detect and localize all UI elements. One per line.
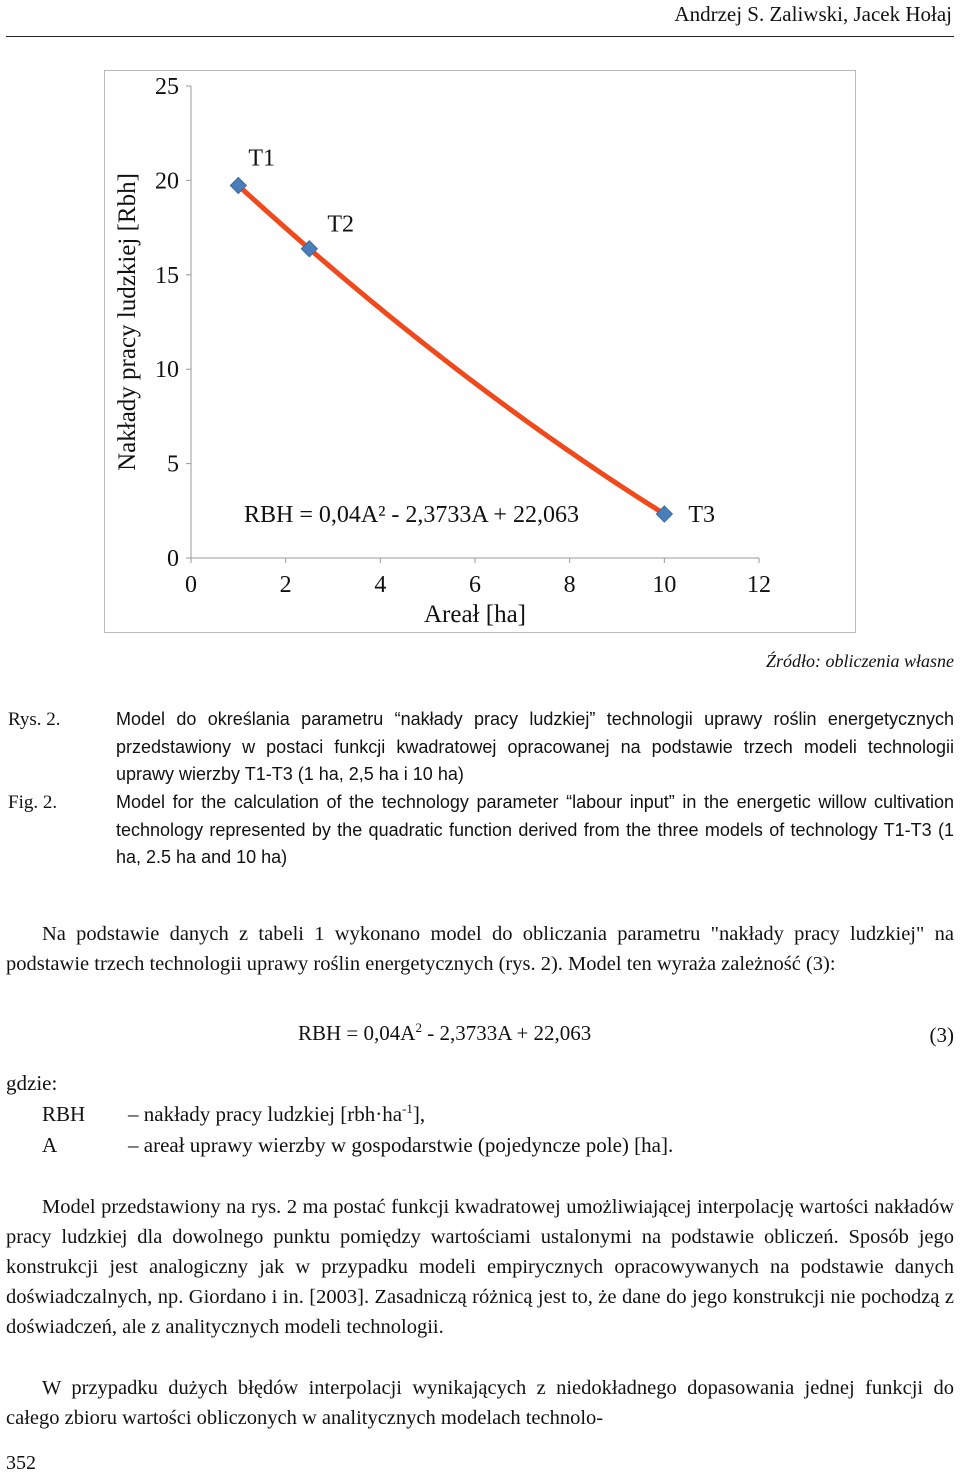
x-axis-title: Areał [ha]: [423, 601, 527, 628]
formula-pre: RBH = 0,04A: [298, 1021, 416, 1045]
x-tick-label: 4: [374, 572, 387, 598]
x-tick-label: 6: [469, 572, 481, 598]
x-tick-label: 8: [563, 572, 576, 598]
equation-3: [298, 1021, 591, 1046]
where-label: gdzie:: [6, 1071, 58, 1095]
y-tick-label: 15: [155, 262, 179, 289]
point-label-t1: T1: [248, 145, 276, 172]
def1-exponent: -1: [402, 1101, 413, 1116]
body-paragraph-3: W przypadku dużych błędów interpolacji wynikających z niedokładnego dopasowania jednej funkcji do całego zbioru wartości obliczonych w analitycznych modelach technolo-: [6, 1377, 954, 1429]
definition-symbol-rbh: RBH: [42, 1102, 86, 1126]
point-label-t3: T3: [688, 502, 716, 529]
header-rule: [6, 36, 954, 37]
def1-post: ],: [412, 1102, 426, 1126]
source-note: Źródło: obliczenia własne: [766, 651, 954, 671]
y-tick-label: 20: [155, 168, 179, 195]
caption-pl-text: Model do określania parametru “nakłady pracy ludzkiej” technologii uprawy roślin energetycznych przedstawiony w postaci funkcji kwadratowej opracowanej na podstawie trzech modeli technologii uprawy wierzby T1-T3 (1 ha, 2,5 ha i 10 ha): [116, 709, 954, 784]
x-tick-label: 12: [747, 572, 771, 598]
chart-svg: [105, 71, 857, 634]
x-tick-label: 2: [279, 572, 292, 598]
y-tick-label: 10: [155, 357, 179, 384]
definition-text-rbh: [128, 1102, 425, 1127]
y-tick-label: 5: [167, 451, 179, 478]
figure-chart: [104, 70, 856, 633]
x-tick-label: 10: [652, 572, 677, 598]
trendline-equation: RBH = 0,04A² - 2,3733A + 22,063: [244, 502, 579, 528]
caption-en-text: Model for the calculation of the technology parameter “labour input” in the energetic willow cultivation technology represented by the quadratic function derived from the three models of technology T1-T3 (1 ha, 2.5 ha and 10 ha): [116, 792, 954, 867]
definition-symbol-a: A: [42, 1133, 58, 1157]
y-tick-label: 25: [155, 74, 179, 100]
point-label-t2: T2: [327, 211, 355, 238]
y-tick-label: 0: [167, 546, 179, 572]
def1-pre: – nakłady pracy ludzkiej [rbh·ha: [128, 1102, 403, 1126]
page-number: 352: [6, 1452, 36, 1474]
body-paragraph-2: Model przedstawiony na rys. 2 ma postać funkcji kwadratowej umożliwiającej interpolację wartości nakładów pracy ludzkiej dla dowolnego punktu pomiędzy wartościami ustalonymi na podstawie obliczeń. Sposób jego konstrukcji jest analogiczny jak w przypadku modeli empirycznych opracowywanych na podstawie danych doświadczalnych, np. Giordano i in. [2003]. Zasadniczą różnicą jest to, że dane do jego konstrukcji nie pochodzą z doświadczeń, ale z analitycznych modeli technologii.: [6, 1196, 954, 1338]
running-header: Andrzej S. Zaliwski, Jacek Hołaj: [674, 2, 952, 26]
caption-en-label: Fig. 2.: [8, 792, 58, 813]
trendline: [238, 186, 664, 515]
definition-text-a: – areał uprawy wierzby w gospodarstwie (pojedyncze pole) [ha].: [128, 1133, 674, 1157]
x-tick-label: 0: [185, 572, 197, 598]
caption-pl-label: Rys. 2.: [8, 709, 61, 730]
body-paragraph-1: Na podstawie danych z tabeli 1 wykonano model do obliczania parametru "nakłady pracy ludzkiej" na podstawie trzech technologii uprawy roślin energetycznych (rys. 2). Model ten wyraża zależność (3):: [6, 923, 954, 975]
y-axis-title: Nakłady pracy ludzkiej [Rbh]: [114, 173, 141, 471]
formula-exponent: 2: [415, 1020, 422, 1035]
formula-post: - 2,3733A + 22,063: [421, 1021, 592, 1045]
equation-number: (3): [929, 1023, 954, 1047]
